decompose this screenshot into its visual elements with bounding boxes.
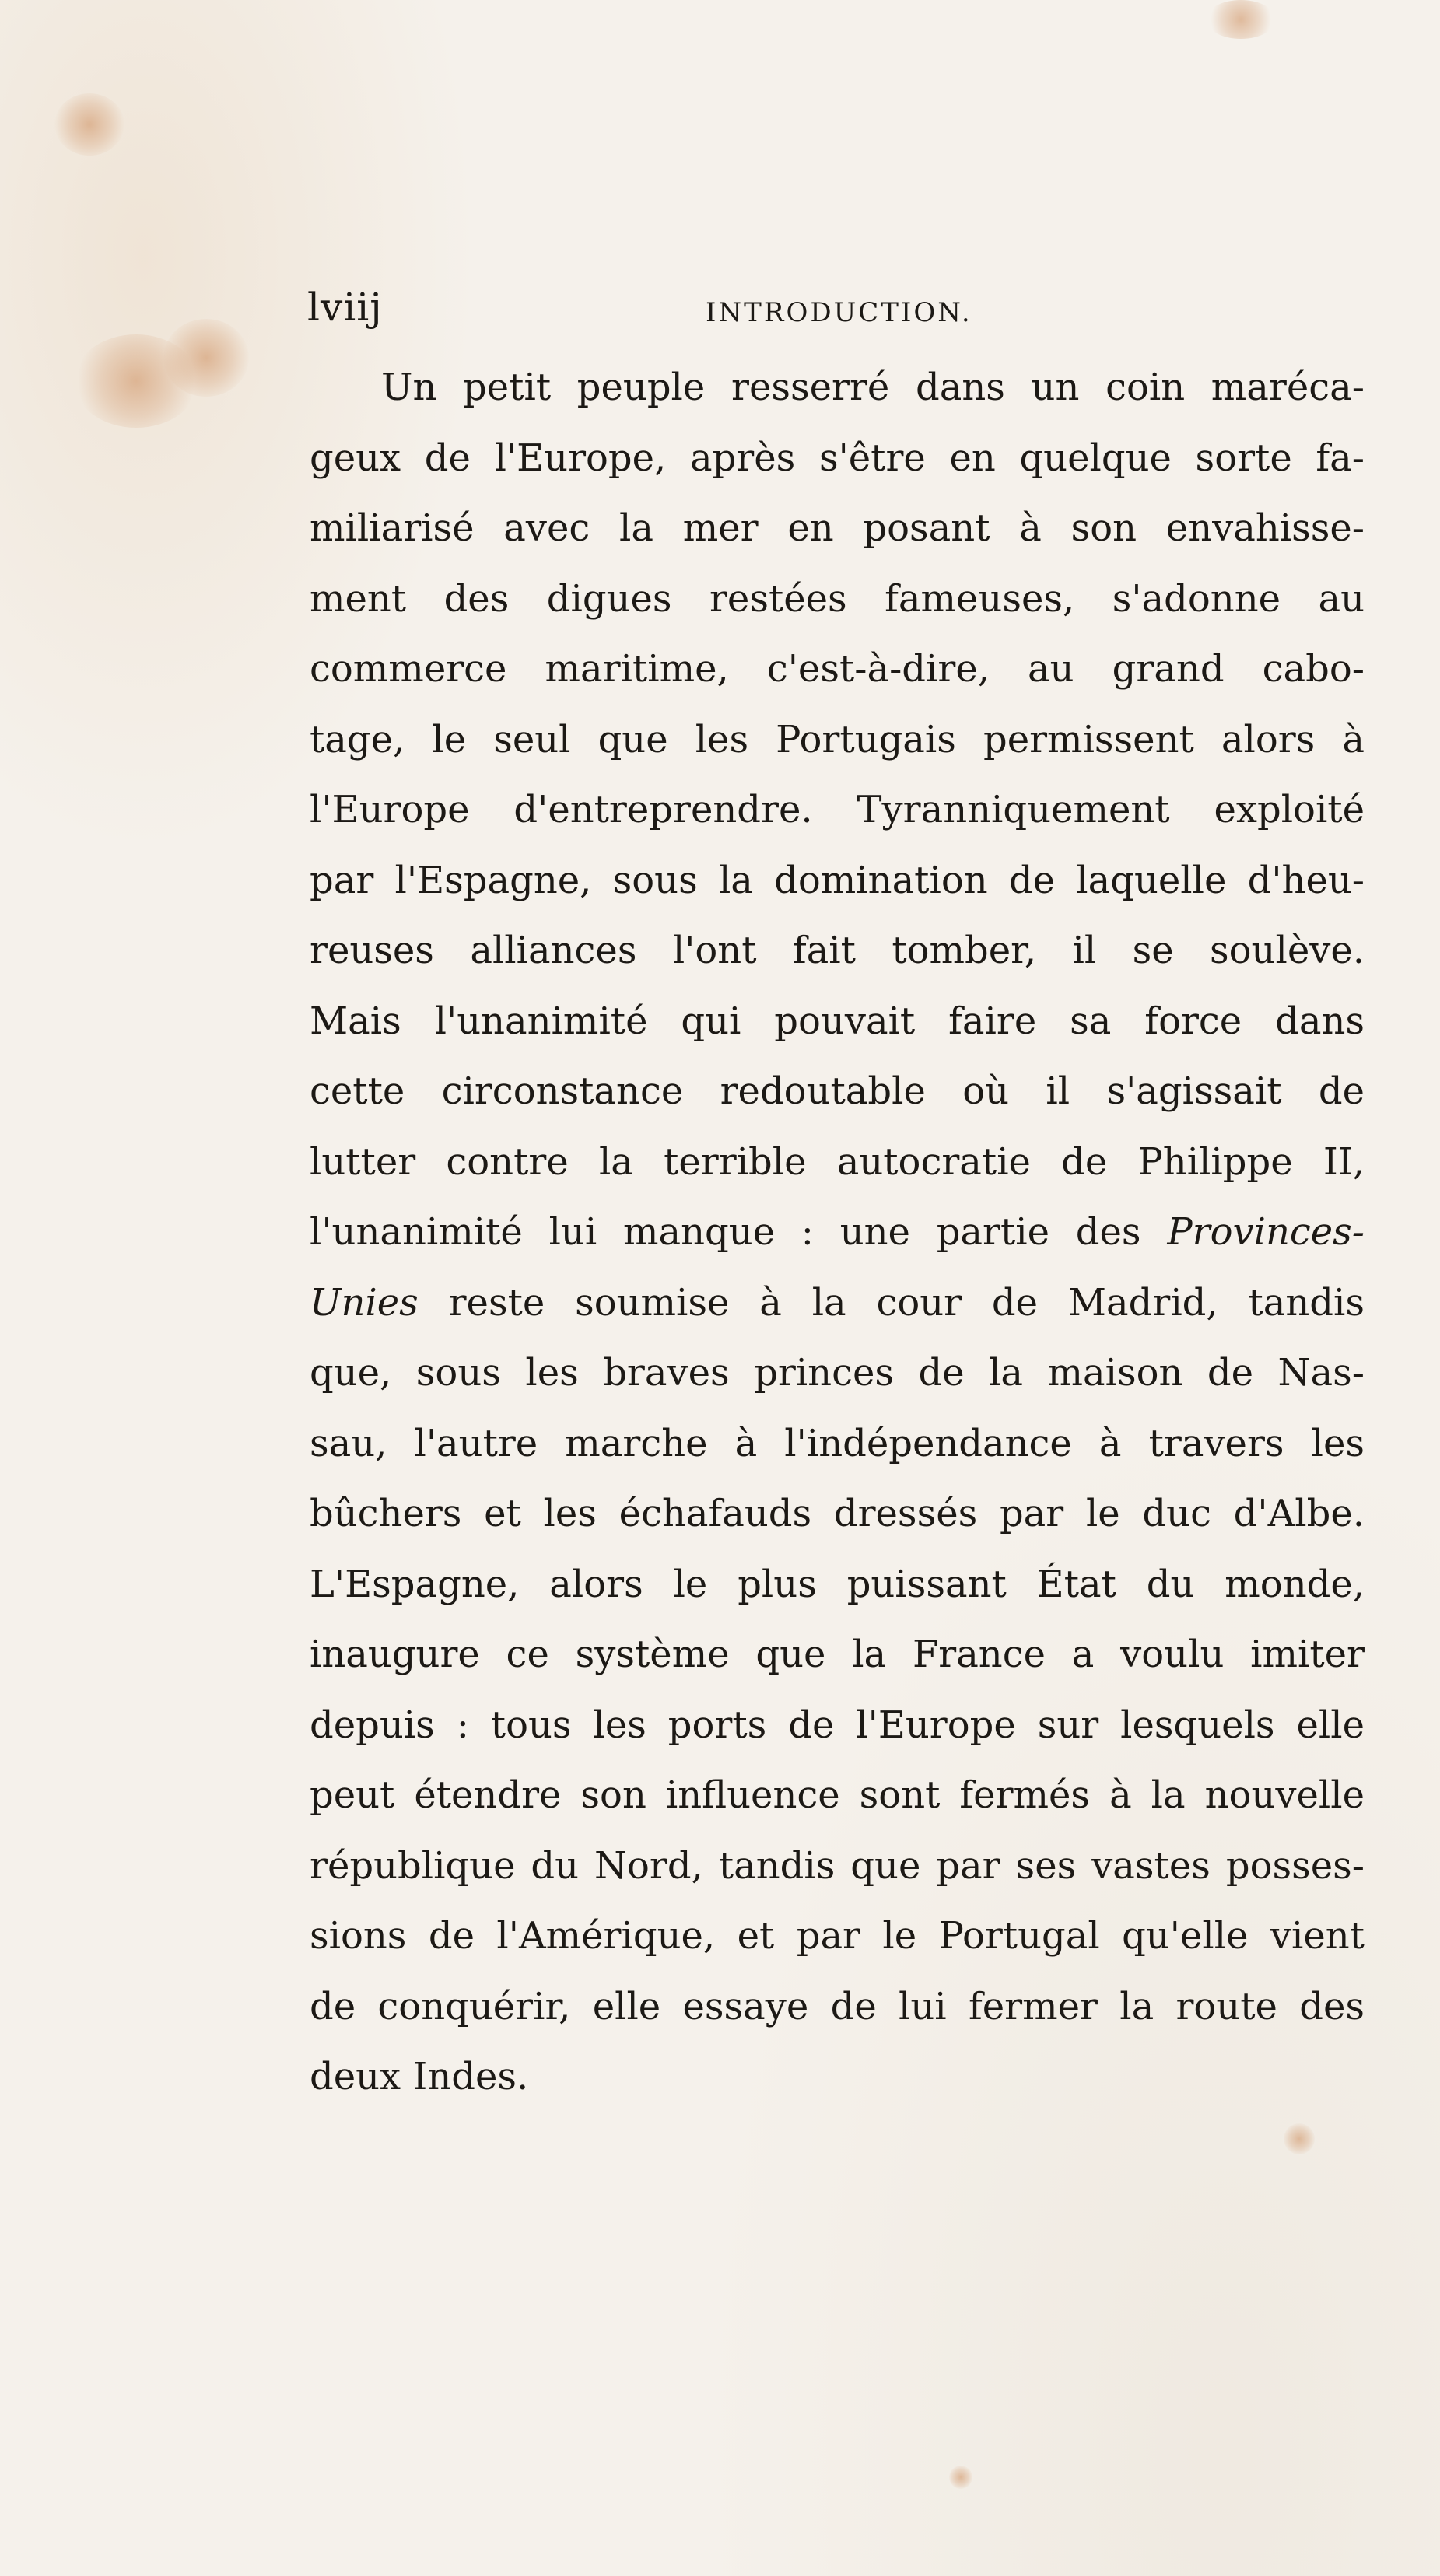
text-line: geux de l'Europe, après s'être en quelque sorte fa- bbox=[310, 436, 1365, 480]
text-segment: l'unanimité lui manque : une partie des bbox=[310, 1210, 1141, 1254]
text-line: sions de l'Amérique, et par le Portugal qu'elle vient bbox=[310, 1914, 1365, 1958]
text-line: L'Espagne, alors le plus puissant État du monde, bbox=[310, 1562, 1365, 1606]
page-number: lviij bbox=[307, 285, 383, 330]
text-line: de conquérir, elle essaye de lui fermer la route des bbox=[310, 1984, 1365, 2028]
foxing-spot bbox=[949, 2466, 972, 2489]
foxing-spot bbox=[163, 319, 249, 397]
text-line-with-italic bbox=[310, 1197, 1365, 1268]
text-line: inaugure ce système que la France a voulu imiter bbox=[310, 1633, 1365, 1676]
text-segment: reste soumise à la cour de Madrid, tandis bbox=[448, 1280, 1365, 1325]
text-line: bûchers et les échafauds dressés par le duc d'Albe. bbox=[310, 1492, 1365, 1535]
text-line: depuis : tous les ports de l'Europe sur lesquels elle bbox=[310, 1703, 1365, 1747]
text-line: sau, l'autre marche à l'indépendance à travers les bbox=[310, 1421, 1365, 1465]
text-line: peut étendre son influence sont fermés à la nouvelle bbox=[310, 1773, 1365, 1817]
foxing-spot bbox=[1206, 0, 1276, 39]
text-line: que, sous les braves princes de la maison de Nas- bbox=[310, 1351, 1365, 1395]
text-line: par l'Espagne, sous la domination de laquelle d'heu- bbox=[310, 858, 1365, 902]
foxing-spot bbox=[54, 93, 124, 156]
body-text bbox=[310, 352, 1365, 2112]
page-header bbox=[307, 285, 1365, 331]
text-line: Un petit peuple resserré dans un coin maréca- bbox=[381, 366, 1365, 409]
text-line-with-italic bbox=[310, 1268, 1365, 1339]
text-line: ment des digues restées fameuses, s'adonne au bbox=[310, 576, 1365, 621]
text-line: république du Nord, tandis que par ses vastes posses- bbox=[310, 1843, 1365, 1888]
text-line: tage, le seul que les Portugais permissent alors à bbox=[310, 717, 1365, 761]
foxing-spot bbox=[1284, 2123, 1315, 2154]
text-line: l'Europe d'entreprendre. Tyranniquement exploité bbox=[310, 788, 1365, 831]
italic-term: Unies bbox=[310, 1280, 419, 1325]
text-line: lutter contre la terrible autocratie de Philippe II, bbox=[310, 1139, 1365, 1184]
running-head: INTRODUCTION. bbox=[706, 297, 972, 328]
text-line: Mais l'unanimité qui pouvait faire sa force dans bbox=[310, 999, 1365, 1043]
text-line: cette circonstance redoutable où il s'agissait de bbox=[310, 1069, 1365, 1113]
italic-term: Provinces- bbox=[1167, 1210, 1365, 1254]
text-line: miliarisé avec la mer en posant à son envahisse- bbox=[310, 506, 1365, 550]
text-line: reuses alliances l'ont fait tomber, il se soulève. bbox=[310, 929, 1365, 972]
text-line: commerce maritime, c'est-à-dire, au grand cabo- bbox=[310, 647, 1365, 691]
text-line: deux Indes. bbox=[310, 2055, 529, 2098]
